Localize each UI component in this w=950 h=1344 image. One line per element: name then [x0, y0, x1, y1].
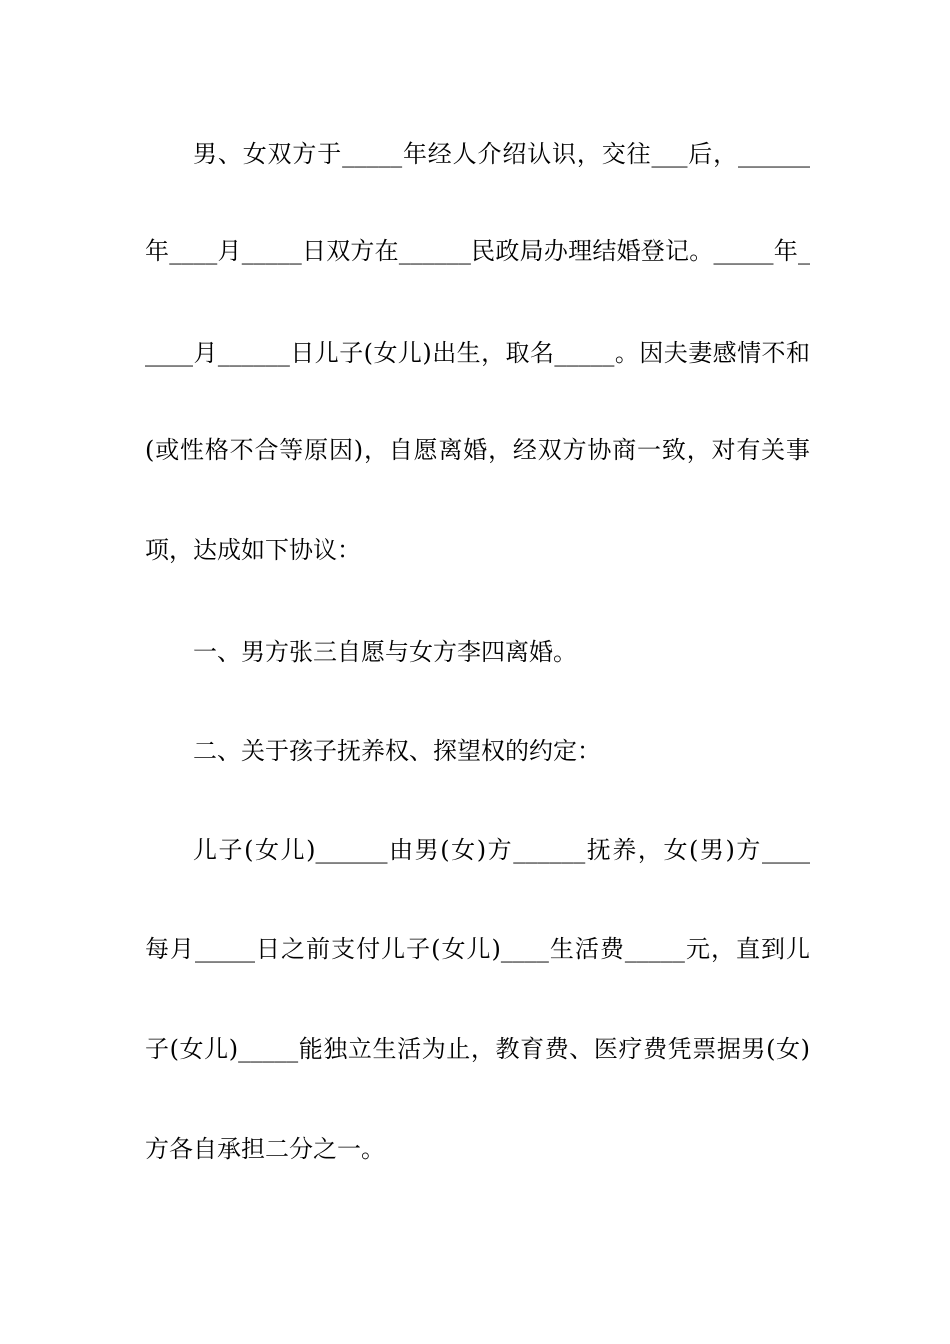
custody-paragraph-line-2: 每月_____日之前支付儿子(女儿)____生活费_____元，直到儿	[145, 935, 810, 963]
paragraph-intro-line-2: 年____月_____日双方在______民政局办理结婚登记。_____年_	[145, 237, 810, 265]
paragraph-intro-line-1: 男、女双方于_____年经人介绍认识，交往___后，______	[193, 140, 810, 168]
paragraph-intro-line-3: ____月______日儿子(女儿)出生，取名_____。因夫妻感情不和	[145, 339, 810, 367]
custody-paragraph-line-4: 方各自承担二分之一。	[145, 1135, 385, 1163]
custody-paragraph-line-1: 儿子(女儿)______由男(女)方______抚养，女(男)方____	[193, 836, 810, 864]
paragraph-intro-line-5: 项，达成如下协议：	[145, 536, 361, 564]
custody-paragraph-line-3: 子(女儿)_____能独立生活为止，教育费、医疗费凭票据男(女)	[145, 1035, 810, 1063]
clause-two-heading: 二、关于孩子抚养权、探望权的约定：	[193, 737, 601, 765]
paragraph-intro-line-4: (或性格不合等原因)，自愿离婚，经双方协商一致，对有关事	[145, 436, 810, 464]
clause-one: 一、男方张三自愿与女方李四离婚。	[193, 638, 577, 666]
